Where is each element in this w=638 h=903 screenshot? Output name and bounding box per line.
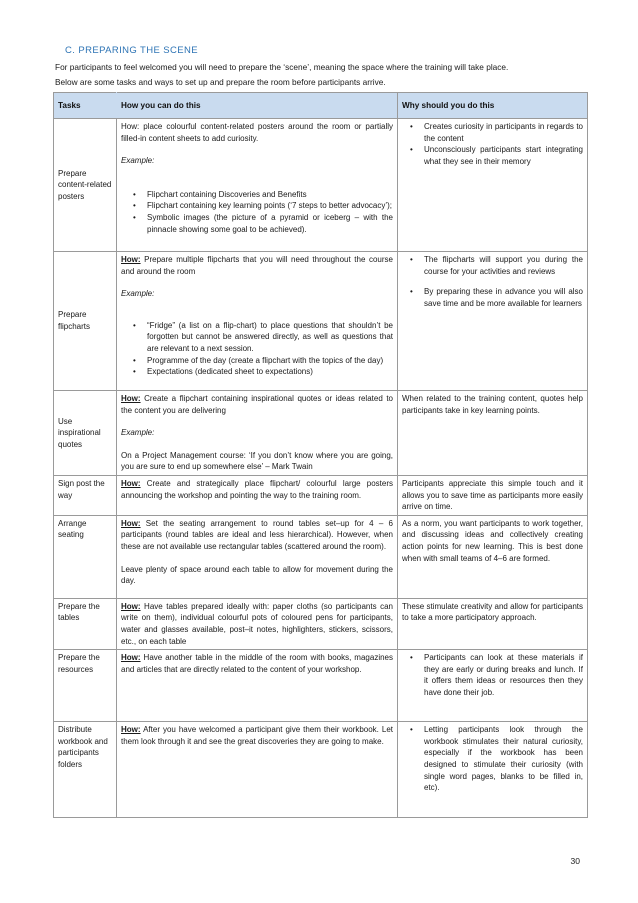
how-label: How: bbox=[121, 255, 141, 264]
how-label: How: bbox=[121, 725, 141, 735]
how-cell bbox=[117, 252, 398, 391]
how-body: Prepare multiple flipcharts that you will need throughout the course and around the room bbox=[121, 255, 393, 276]
how-body: Have tables prepared ideally with: paper cloths (so participants can write on them), individual colourful pots of coloured pens for participants, water and glasses available, post–it notes, highlighters, stickers, scissors, etc., on each table bbox=[121, 601, 393, 646]
list-item: • Participants can look at these materials if they are early or during breaks and lunch. If it offers them ideas or resources then they have done their job. bbox=[402, 652, 583, 698]
intro-line: For participants to feel welcomed you will need to prepare the ‘scene’, meaning the space where the training will take place. bbox=[55, 62, 509, 72]
how-text bbox=[121, 254, 393, 277]
how-body: Create and strategically place flipchart/ colourful large posters announcing the workshop and pointing the way to the training room. bbox=[121, 478, 393, 500]
table-row bbox=[54, 391, 588, 476]
preparation-table bbox=[53, 92, 588, 818]
why-list bbox=[402, 121, 583, 167]
table-row bbox=[54, 475, 588, 515]
why-cell bbox=[398, 722, 588, 818]
how-text bbox=[121, 393, 393, 416]
list-item: • Unconsciously participants start integrating what they see in their memory bbox=[402, 144, 583, 167]
header-why: Why should you do this bbox=[398, 93, 588, 119]
list-item: • Flipchart containing Discoveries and Benefits bbox=[121, 189, 393, 201]
how-extra: Leave plenty of space around each table to allow for movement during the day. bbox=[121, 564, 393, 586]
why-cell: Participants appreciate this simple touch and it allows you to save time as participants more easily arrive on time. bbox=[398, 475, 588, 515]
list-item: • Symbolic images (the picture of a pyramid or iceberg – with the pinnacle showing some goal to be achieved). bbox=[121, 212, 393, 235]
why-cell: These stimulate creativity and allow for participants to take a more participatory approach. bbox=[398, 598, 588, 649]
intro-line: Below are some tasks and ways to set up and prepare the room before participants arrive. bbox=[55, 77, 386, 87]
list-item: • Programme of the day (create a flipchart with the topics of the day) bbox=[121, 355, 393, 367]
table-row bbox=[54, 515, 588, 598]
quote-text: On a Project Management course: ‘If you don’t know where you are going, you are sure to end up somewhere else’ – Mark Twain bbox=[121, 450, 393, 472]
why-cell bbox=[398, 252, 588, 391]
example-label: Example: bbox=[121, 156, 155, 166]
section-title: C. PREPARING THE SCENE bbox=[65, 45, 199, 56]
table-header-row bbox=[54, 93, 588, 119]
example-label: Example: bbox=[121, 428, 155, 438]
how-cell bbox=[117, 391, 398, 476]
how-label: How: bbox=[121, 518, 141, 528]
example-label: Example: bbox=[121, 289, 155, 299]
header-tasks: Tasks bbox=[54, 93, 117, 119]
how-cell bbox=[117, 598, 398, 649]
why-list bbox=[402, 254, 583, 309]
list-item: • Expectations (dedicated sheet to expectations) bbox=[121, 366, 393, 378]
table-row bbox=[54, 722, 588, 818]
list-item: • Letting participants look through the workbook stimulates their natural curiosity, especially if the workbook has been designed to stimulate their curiosity (with single word pages, blanks to be filled in, etc). bbox=[402, 724, 583, 794]
task-cell: Prepare content-related posters bbox=[54, 119, 117, 252]
how-cell bbox=[117, 722, 398, 818]
task-cell: Arrange seating bbox=[54, 515, 117, 598]
task-cell: Prepare the resources bbox=[54, 650, 117, 722]
task-cell: Prepare flipcharts bbox=[54, 252, 117, 391]
how-body: Have another table in the middle of the room with books, magazines and articles that are directly related to the content of your workshop. bbox=[121, 653, 393, 674]
list-item: • The flipcharts will support you during the course for your activities and reviews bbox=[402, 254, 583, 277]
page-number: 30 bbox=[570, 856, 580, 866]
how-body: Set the seating arrangement to round tables set–up for 4 – 6 participants (round tables are ideal and less hierarchical). However, when these are not available use rectangular tables (scattered around the room). bbox=[121, 518, 393, 551]
how-body: After you have welcomed a participant give them their workbook. Let them look through it and see the great discoveries they are going to make. bbox=[121, 725, 393, 746]
task-cell: Prepare the tables bbox=[54, 598, 117, 649]
why-cell: When related to the training content, quotes help participants take in key learning points. bbox=[398, 391, 588, 476]
table-row bbox=[54, 650, 588, 722]
list-item: • Flipchart containing key learning points (‘7 steps to better advocacy’); bbox=[121, 200, 393, 212]
list-item: • By preparing these in advance you will also save time and be more available for learners bbox=[402, 286, 583, 309]
how-cell bbox=[117, 475, 398, 515]
how-body: Create a flipchart containing inspirational quotes or ideas related to the content you are delivering bbox=[121, 394, 393, 415]
how-cell bbox=[117, 650, 398, 722]
how-label: How: bbox=[121, 653, 141, 663]
why-list bbox=[402, 724, 583, 794]
task-cell: Distribute workbook and participants folders bbox=[54, 722, 117, 818]
how-label: How: bbox=[121, 478, 141, 488]
table-row bbox=[54, 252, 588, 391]
why-cell bbox=[398, 650, 588, 722]
why-list bbox=[402, 652, 583, 698]
table-row bbox=[54, 598, 588, 649]
how-text: How: place colourful content-related posters around the room or partially filled-in content sheets to add curiosity. bbox=[121, 122, 393, 143]
how-label: How: bbox=[121, 394, 141, 403]
why-cell: As a norm, you want participants to work together, and discussing ideas and collectively creating action points for new learning. This is best done when with small teams of 4–6 are formed. bbox=[398, 515, 588, 598]
intro-paragraph bbox=[55, 60, 595, 90]
task-cell: Sign post the way bbox=[54, 475, 117, 515]
list-item: • Creates curiosity in participants in regards to the content bbox=[402, 121, 583, 144]
task-cell: Use inspirational quotes bbox=[54, 391, 117, 476]
how-label: How: bbox=[121, 601, 141, 611]
how-cell bbox=[117, 119, 398, 252]
list-item: • “Fridge” (a list on a flip-chart) to place questions that shouldn’t be forgotten but cannot be answered directly, as well as questions that are relevant to a next session. bbox=[121, 320, 393, 355]
header-how: How you can do this bbox=[117, 93, 398, 119]
example-list bbox=[121, 320, 393, 378]
how-text bbox=[121, 518, 393, 553]
table-row bbox=[54, 119, 588, 252]
example-list bbox=[121, 189, 393, 235]
how-cell bbox=[117, 515, 398, 598]
why-cell bbox=[398, 119, 588, 252]
